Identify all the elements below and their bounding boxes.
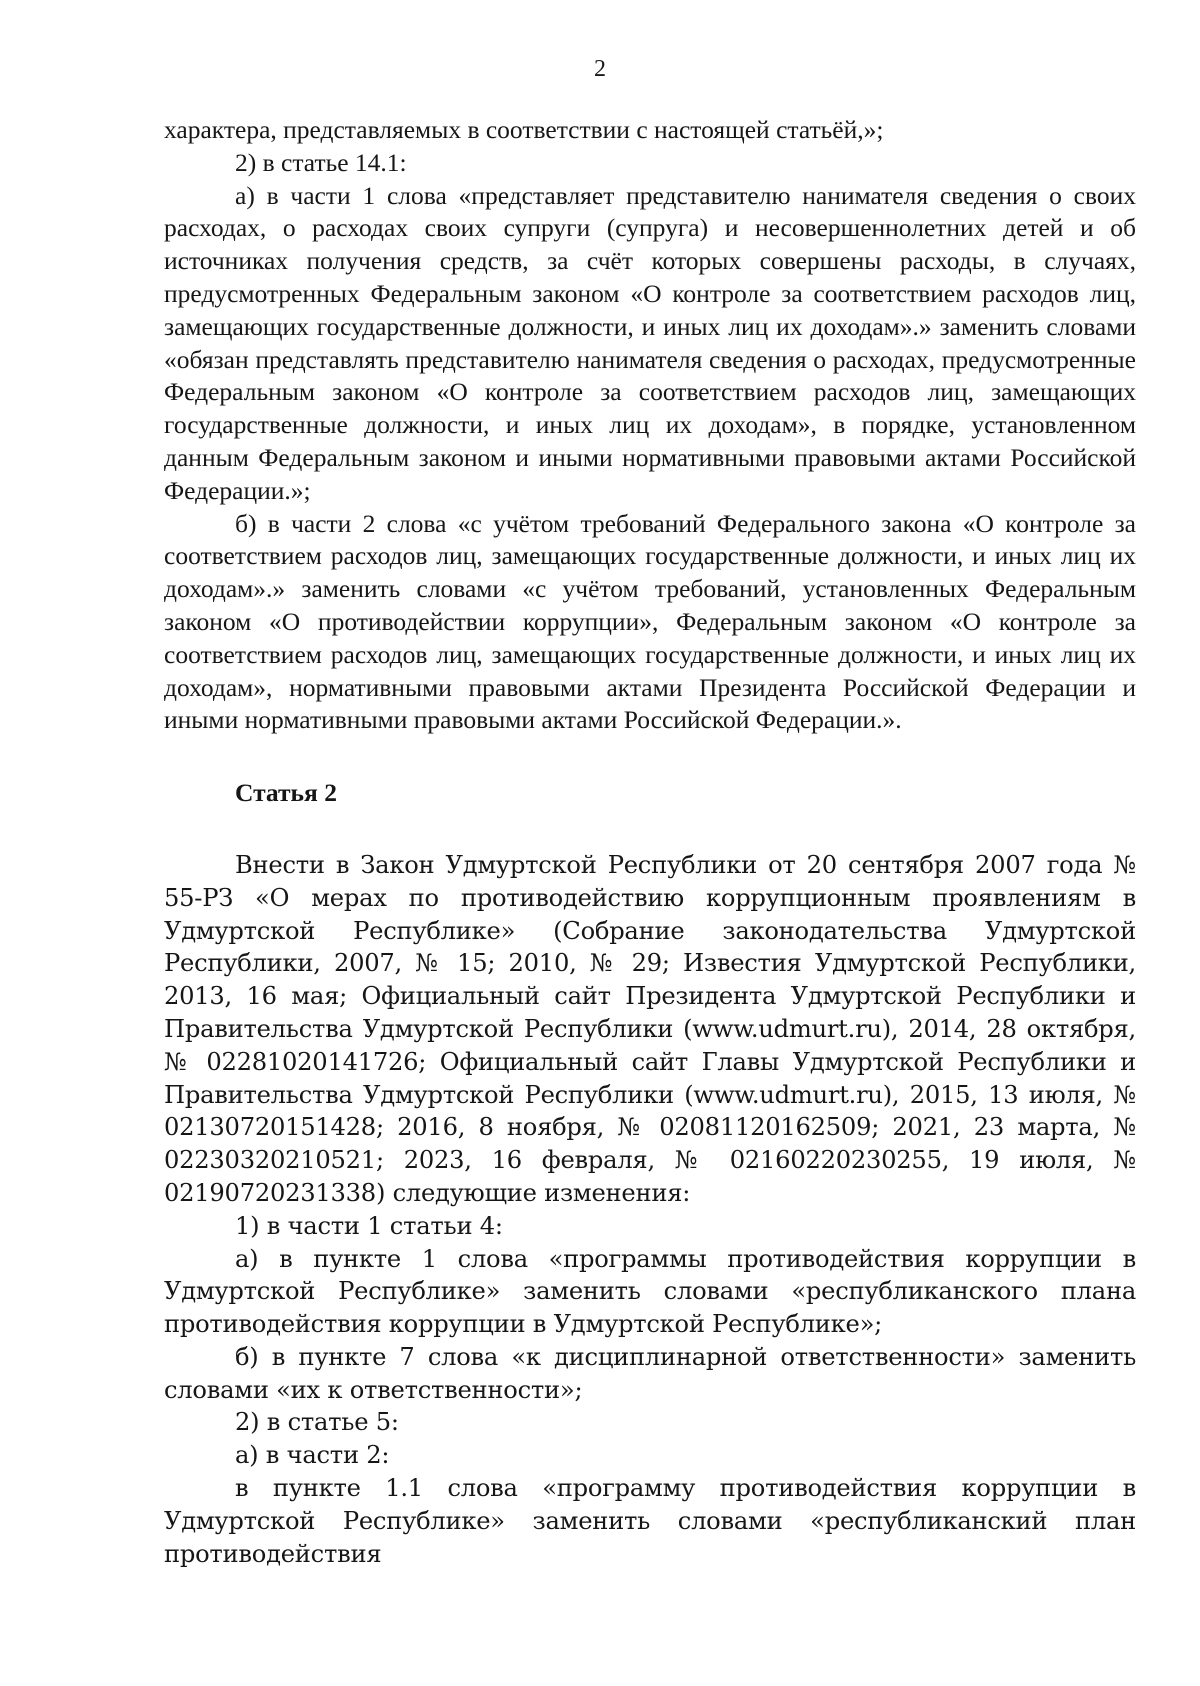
paragraph: а) в пункте 1 слова «программы противодействия коррупции в Удмуртской Республике» заменить словами «республиканского плана противодействия коррупции в Удмуртской Республике»; [164, 1244, 1136, 1339]
paragraph: 1) в части 1 статьи 4: [235, 1211, 503, 1240]
paragraph: б) в пункте 7 слова «к дисциплинарной ответственности» заменить словами «их к ответственности»; [164, 1342, 1136, 1404]
paragraph: 2) в статье 5: [235, 1408, 399, 1437]
document-body [164, 114, 1136, 1570]
spacer [164, 810, 1136, 849]
article-heading: Статья 2 [235, 778, 337, 808]
paragraph: в пункте 1.1 слова «программу противодействия коррупции в Удмуртской Республике» заменить словами «республиканский план противодействия [164, 1474, 1136, 1568]
paragraph: характера, представляемых в соответствии с настоящей статьёй,»; [164, 115, 884, 144]
paragraph: Внести в Закон Удмуртской Республики от 20 сентября 2007 года № 55-РЗ «О мерах по противодействию коррупционным проявлениям в Удмуртской Республике» (Собрание законодательства Удмуртской Республики, 2007, № 15; 2010, № 29; Известия Удмуртской Республики, 2013, 16 мая; Официальный сайт Президента Удмуртской Республики и Правительства Удмуртской Республики (www.udmurt.ru), 2014, 28 октября, № 02281020141726; Официальный сайт Главы Удмуртской Республики и Правительства Удмуртской Республики (www.udmurt.ru), 2015, 13 июля, № 02130720151428; 2016, 8 ноября, № 02081120162509; 2021, 23 марта, № 02230320210521; 2023, 16 февраля, № 02160220230255, 19 июля, № 02190720231338) следующие изменения: [164, 850, 1136, 1207]
article-1-continuation [164, 114, 1136, 737]
article-2-body [164, 849, 1136, 1571]
spacer [164, 737, 1136, 777]
paragraph: 2) в статье 14.1: [235, 147, 407, 177]
paragraph: а) в части 1 слова «представляет представителю нанимателя сведения о своих расходах, о расходах своих супруги (супруга) и несовершеннолетних детей и об источниках получения средств, за счёт которых совершены расходы, в случаях, предусмотренных Федеральным законом «О контроле за соответствием расходов лиц, замещающих государственные должности, и иных лиц их доходам».» заменить словами «обязан представлять представителю нанимателя сведения о расходах, предусмотренные Федеральным законом «О контроле за соответствием расходов лиц, замещающих государственные должности, и иных лиц их доходам», в порядке, установленном данным Федеральным законом и иными нормативными правовыми актами Российской Федерации.»; [164, 180, 1136, 505]
paragraph: а) в части 2: [235, 1441, 390, 1470]
paragraph: б) в части 2 слова «с учётом требований Федерального закона «О контроле за соответствием расходов лиц, замещающих государственные должности, и иных лиц их доходам».» заменить словами «с учётом требований, установленных Федеральным законом «О противодействии коррупции», Федеральным законом «О контроле за соответствием расходов лиц, замещающих государственные должности, и иных лиц их доходам», нормативными правовыми актами Президента Российской Федерации и иными нормативными правовыми актами Российской Федерации.». [164, 508, 1136, 735]
page-number: 2 [594, 56, 606, 82]
